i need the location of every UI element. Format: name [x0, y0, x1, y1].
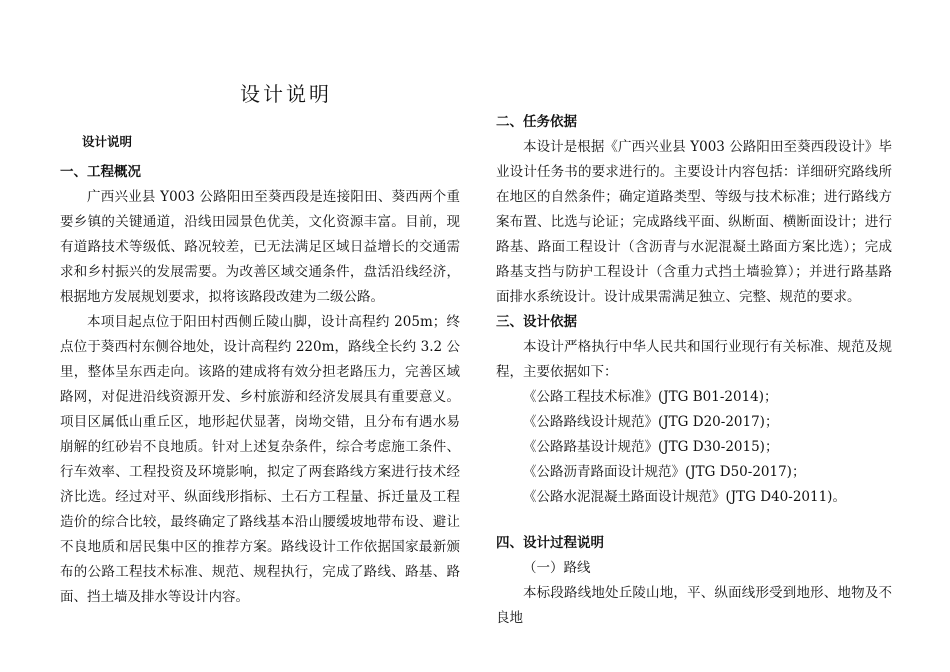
paragraph-design-basis: 本设计严格执行中华人民共和国行业现行有关标准、规范及规程，主要依据如下：	[496, 339, 892, 380]
reference-item: 《公路路基设计规范》(JTG D30-2015)；	[523, 439, 779, 455]
right-column	[496, 110, 892, 631]
heading-design-basis: 三、设计依据	[496, 314, 577, 330]
paragraph-overview-2: 本项目起点位于阳田村西侧丘陵山脚，设计高程约 205m；终点位于葵西村东侧谷地处，设计高程约 220m，路线全长约 3.2 公里，整体呈东西走向。该路的建成将有效分担老路压力，完善区域路网，对促进沿线资源开发、乡村旅游和经济发展具有重要意义。项目区属低山重丘区，地形起伏显著，岗坳交错，且分布有遇水易崩解的红砂岩不良地质。针对上述复杂条件，综合考虑施工条件、行车效率、工程投资及环境影响，拟定了两套路线方案进行技术经济比选。经过对平、纵面线形指标、土石方工程量、拆迁量及工程造价的综合比较，最终确定了路线基本沿山腰缓坡地带布设、避让不良地质和居民集中区的推荐方案。路线设计工作依据国家最新颁布的公路工程技术标准、规范、规程执行，完成了路线、路基、路面、挡土墙及排水等设计内容。	[60, 314, 460, 605]
heading-project-overview: 一、工程概况	[60, 164, 141, 180]
left-column	[60, 160, 460, 610]
reference-item: 《公路水泥混凝土路面设计规范》(JTG D40-2011)。	[523, 489, 846, 505]
paragraph-task-basis: 本设计是根据《广西兴业县 Y003 公路阳田至葵西段设计》毕业设计任务书的要求进行的。主要设计内容包括：详细研究路线所在地区的自然条件；确定道路类型、等级与技术标准；进行路线方案布置、比选与论证；完成路线平面、纵断面、横断面设计；进行路基、路面工程设计（含沥青与水泥混凝土路面方案比选）；完成路基支挡与防护工程设计（含重力式挡土墙验算）；并进行路基路面排水系统设计。设计成果需满足独立、完整、规范的要求。	[496, 139, 892, 305]
heading-task-basis: 二、任务依据	[496, 114, 577, 130]
reference-item: 《公路工程技术标准》(JTG B01-2014)；	[523, 389, 778, 405]
paragraph-overview-1: 广西兴业县 Y003 公路阳田至葵西段是连接阳田、葵西两个重要乡镇的关键通道，沿线田园景色优美，文化资源丰富。目前，现有道路技术等级低、路况较差，已无法满足区域日益增长的交通需求和乡村振兴的发展需要。为改善区域交通条件，盘活沿线经济，根据地方发展规划要求，拟将该路段改建为二级公路。	[60, 189, 460, 305]
page-title: 设计说明	[240, 82, 332, 106]
section-subtitle: 设计说明	[82, 134, 133, 149]
subheading-route: （一）路线	[523, 560, 591, 576]
reference-item: 《公路沥青路面设计规范》(JTG D50-2017)；	[523, 464, 806, 480]
spacer	[496, 510, 892, 531]
reference-item: 《公路路线设计规范》(JTG D20-2017)；	[523, 414, 779, 430]
heading-design-process: 四、设计过程说明	[496, 535, 604, 551]
paragraph-route: 本标段路线地处丘陵山地，平、纵面线形受到地形、地物及不良地	[496, 585, 892, 626]
